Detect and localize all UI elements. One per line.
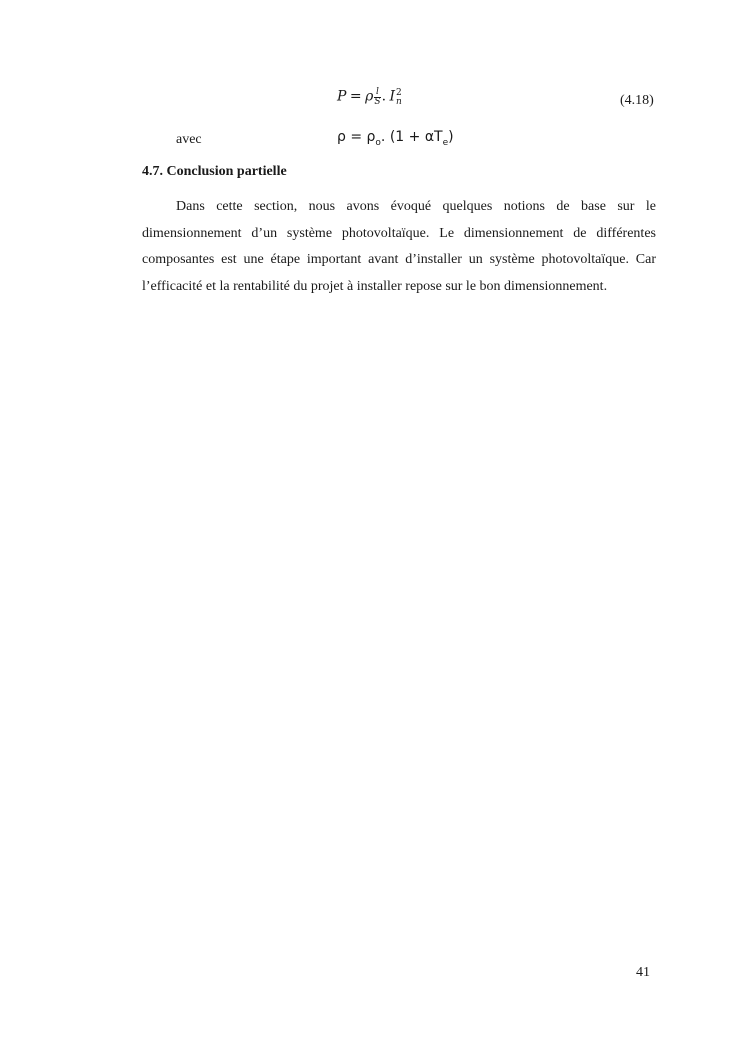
eq-fraction	[374, 88, 380, 107]
eq-equals: =	[349, 88, 362, 105]
avec-label: avec	[176, 132, 202, 147]
eq-current: I	[389, 88, 396, 105]
section-heading: 4.7. Conclusion partielle	[142, 164, 287, 179]
page-number: 41	[636, 965, 650, 980]
equation-4-18	[337, 88, 402, 107]
eq2-mid: . (1 + αT	[380, 129, 443, 145]
eq-lhs: P	[337, 88, 347, 105]
resistivity-equation	[337, 129, 454, 148]
eq-subscript: n	[396, 96, 402, 107]
fraction-numerator: l	[376, 87, 379, 97]
fraction-denominator: S	[374, 97, 381, 107]
conclusion-paragraph: Dans cette section, nous avons évoqué quelques notions de base sur le dimensionnement d’un système photovoltaïque. Le dimensionnement de différentes composantes est une étape important avant d’installer un système photovoltaïque. Car l’efficacité et la rentabilité du projet à installer repose sur le bon dimensionnement.	[142, 199, 656, 294]
eq-dot: .	[381, 88, 387, 105]
eq-sup-sub	[396, 89, 402, 107]
eq-rho: ρ	[365, 88, 374, 105]
eq2-sub-e: e	[442, 137, 449, 148]
eq2-lhs: ρ = ρ	[337, 129, 376, 145]
eq-superscript: 2	[396, 87, 402, 98]
equation-number: (4.18)	[620, 93, 654, 108]
eq2-end: )	[448, 129, 454, 145]
eq2-sub-o: o	[375, 137, 381, 148]
